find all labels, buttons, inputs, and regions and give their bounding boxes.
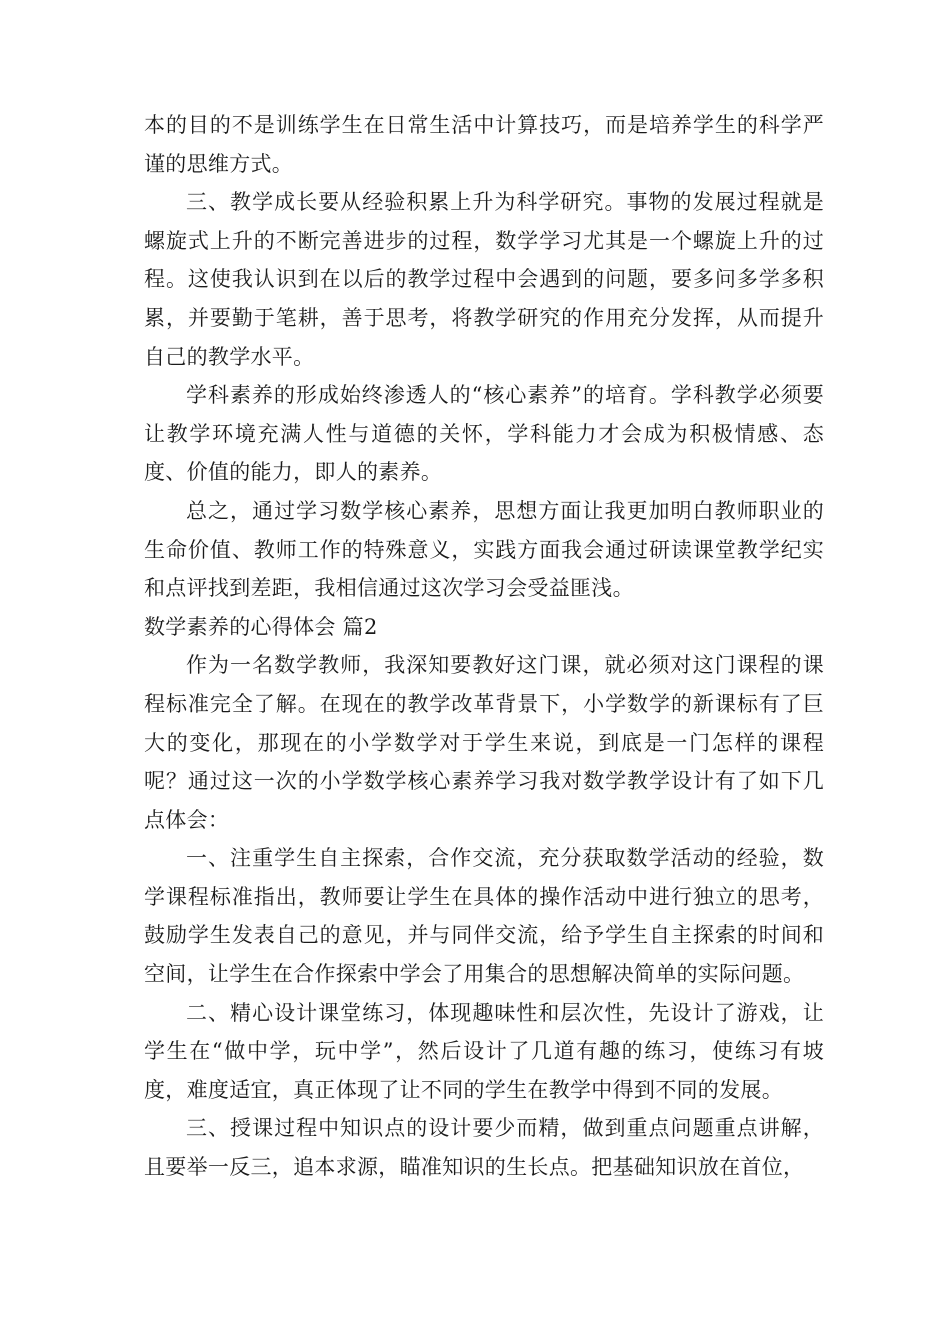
paragraph: 学科素养的形成始终渗透人的“核心素养”的培育。学科教学必须要让教学环境充满人性与道德的关怀，学科能力才会成为积极情感、态度、价值的能力，即人的素养。 (144, 383, 824, 485)
paragraph: 一、注重学生自主探索，合作交流，充分获取数学活动的经验，数学课程标准指出，教师要让学生在具体的操作活动中进行独立的思考，鼓励学生发表自己的意见，并与同伴交流，给予学生自主探索的时间和空间，让学生在合作探索中学会了用集合的思想解决简单的实际问题。 (144, 846, 824, 987)
paragraph: 总之，通过学习数学核心素养，思想方面让我更加明白教师职业的生命价值、教师工作的特殊意义，实践方面我会通过研读课堂教学纪实和点评找到差距，我相信通过这次学习会受益匪浅。 (144, 498, 824, 601)
paragraph: 三、教学成长要从经验积累上升为科学研究。事物的发展过程就是螺旋式上升的不断完善进步的过程，数学学习尤其是一个螺旋上升的过程。这使我认识到在以后的教学过程中会遇到的问题，要多问多学多积累，并要勤于笔耕，善于思考，将教学研究的作用充分发挥，从而提升自己的教学水平。 (144, 190, 824, 369)
paragraph: 二、精心设计课堂练习，体现趣味性和层次性，先设计了游戏，让学生在“做中学，玩中学”，然后设计了几道有趣的练习，使练习有坡度，难度适宜，真正体现了让不同的学生在教学中得到不同的发展。 (144, 1000, 824, 1102)
paragraph: 本的目的不是训练学生在日常生活中计算技巧，而是培养学生的科学严谨的思维方式。 (144, 113, 824, 176)
section-heading: 数学素养的心得体会 篇2 (144, 614, 378, 639)
paragraph: 三、授课过程中知识点的设计要少而精，做到重点问题重点讲解，且要举一反三，追本求源，瞄准知识的生长点。把基础知识放在首位， (144, 1116, 824, 1180)
paragraph: 作为一名数学教师，我深知要教好这门课，就必须对这门课程的课程标准完全了解。在现在的教学改革背景下，小学数学的新课标有了巨大的变化，那现在的小学数学对于学生来说，到底是一门怎样的课程呢？通过这一次的小学数学核心素养学习我对数学教学设计有了如下几点体会： (144, 653, 824, 832)
document-body (144, 106, 824, 1187)
